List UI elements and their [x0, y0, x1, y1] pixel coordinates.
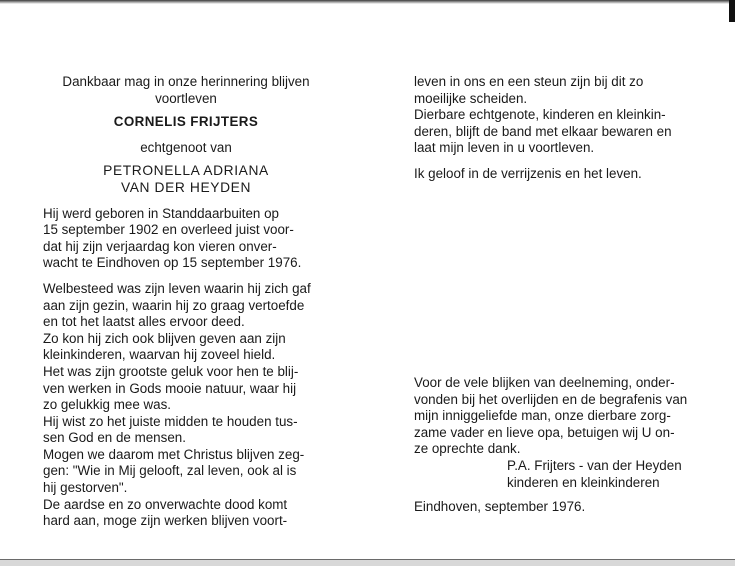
condolence-text — [414, 375, 696, 458]
intro-line: Dankbaar mag in onze herinnering blijven — [62, 74, 310, 89]
text-line: Dierbare echtgenote, kinderen en kleinkin- — [414, 107, 666, 123]
card-top-edge — [0, 0, 735, 4]
bio-line: 15 september 1902 en overleed juist voor- — [43, 222, 294, 238]
bio-line: Hij werd geboren in Standdaarbuiten op — [43, 205, 279, 221]
text-line: Mogen we daarom met Christus blijven zeg- — [43, 446, 305, 462]
deceased-name: CORNELIS FRIJTERS — [113, 114, 259, 130]
signature-line: P.A. Frijters - van der Heyden — [507, 458, 682, 473]
spouse-label: echtgenoot van — [140, 139, 232, 155]
continuation-text — [414, 74, 696, 157]
spouse-name — [43, 163, 329, 196]
memorial-text — [43, 281, 329, 530]
text-line: Hij wist zo het juiste midden te houden tus- — [43, 413, 298, 429]
bio-line: dat hij zijn verjaardag kon vieren onver- — [43, 238, 277, 254]
condolence-line: ze oprechte dank. — [414, 441, 521, 457]
text-line: leven in ons en een steun zijn bij dit zo — [414, 74, 644, 89]
condolence-line: zame vader en lieve opa, betuigen wij U on- — [414, 424, 675, 440]
text-line: gen: "Wie in Mij gelooft, zal leven, ook al is — [43, 463, 297, 479]
text-line: en tot het laatst alles ervoor deed. — [43, 314, 245, 330]
condolence-line: Voor de vele blijken van deelneming, onder- — [414, 375, 675, 390]
intro-line: voortleven — [155, 90, 217, 106]
biography — [43, 206, 329, 272]
text-line: hij gestorven". — [43, 480, 128, 496]
intro — [43, 74, 329, 107]
card-bottom-edge — [0, 559, 735, 566]
spouse-line: PETRONELLA ADRIANA — [103, 163, 269, 179]
text-line: deren, blijft de band met elkaar bewaren en — [414, 123, 672, 139]
condolence-line: vonden bij het overlijden en de begrafenis van — [414, 391, 688, 407]
place-date: Eindhoven, september 1976. — [414, 499, 586, 514]
signature — [507, 458, 682, 491]
text-line: hard aan, moge zijn werken blijven voort- — [43, 513, 288, 529]
text-line: kleinkinderen, waarvan hij zoveel hield. — [43, 347, 276, 363]
condolence-line: mijn inniggeliefde man, onze dierbare zorg- — [414, 408, 671, 424]
right-page — [414, 74, 696, 183]
text-line: moeilijke scheiden. — [414, 90, 528, 106]
faith-line: Ik geloof in de verrijzenis en het leven. — [414, 165, 642, 181]
text-line: sen God en de mensen. — [43, 430, 186, 446]
bio-line: wacht te Eindhoven op 15 september 1976. — [43, 255, 302, 271]
spouse-line: VAN DER HEYDEN — [120, 179, 252, 195]
text-line: De aardse en zo onverwachte dood komt — [43, 496, 288, 512]
left-page — [43, 74, 329, 530]
text-line: Het was zijn grootste geluk voor hen te blij- — [43, 363, 299, 379]
text-line: ven werken in Gods mooie natuur, waar hij — [43, 380, 297, 396]
text-line: Zo kon hij zich ook blijven geven aan zijn — [43, 330, 286, 346]
card-corner-mark — [729, 0, 735, 22]
signature-line: kinderen en kleinkinderen — [507, 474, 660, 490]
text-line: laat mijn leven in u voortleven. — [414, 140, 595, 156]
text-line: zo gelukkig mee was. — [43, 397, 172, 413]
text-line: Welbesteed was zijn leven waarin hij zich gaf — [43, 280, 311, 296]
text-line: aan zijn gezin, waarin hij zo graag vertoefde — [43, 297, 305, 313]
